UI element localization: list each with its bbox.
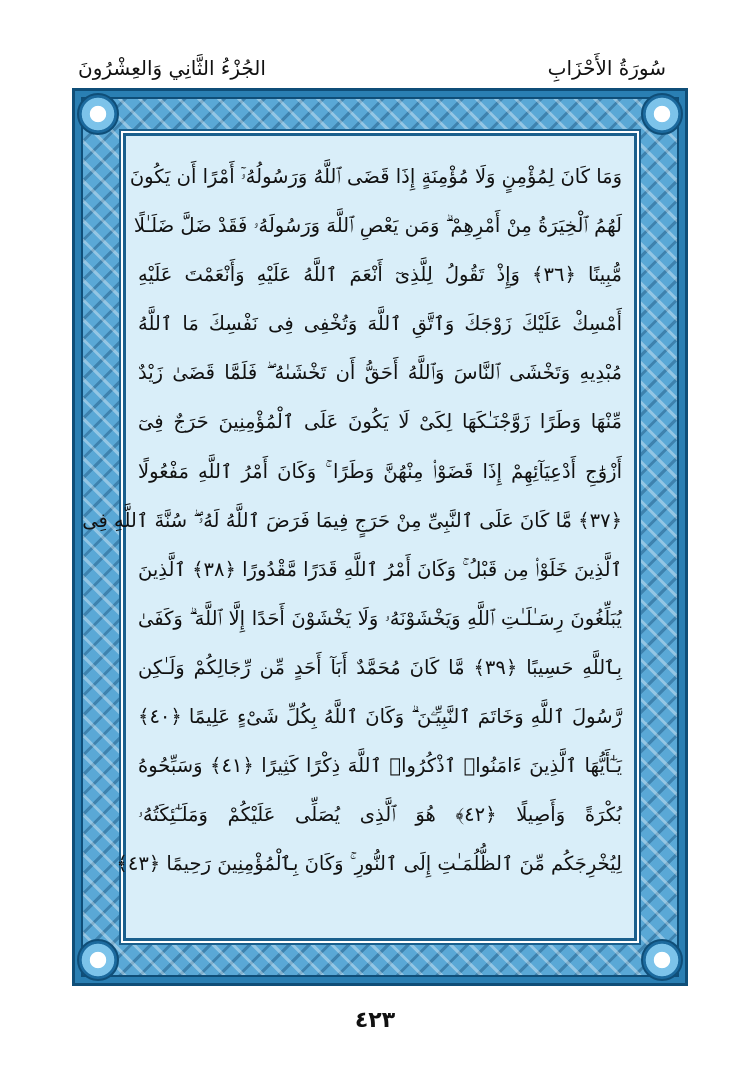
verse-line: ﴿٣٧﴾ مَّا كَانَ عَلَى ٱلنَّبِىِّ مِنْ حَرَجٍ فِيمَا فَرَضَ ٱللَّهُ لَهُۥ ۖ سُنَّةَ ٱللَّهِ فِى xyxy=(82,508,622,532)
verse-line: بِٱللَّهِ حَسِيبًا ﴿٣٩﴾ مَّا كَانَ مُحَمَّدٌ أَبَآ أَحَدٍ مِّن رِّجَالِكُمْ وَلَـٰكِن xyxy=(138,655,623,679)
surah-title: سُورَةُ الأَحْزَابِ xyxy=(547,56,666,80)
juz-title: الجُزْءُ الثَّانِي وَالعِشْرُونَ xyxy=(78,56,266,80)
corner-rosette-icon xyxy=(641,939,683,981)
verse-line: وَمَا كَانَ لِمُؤْمِنٍ وَلَا مُؤْمِنَةٍ إِذَا قَضَى ٱللَّهُ وَرَسُولُهُۥٓ أَمْرًا أَن يَكُونَ xyxy=(129,165,622,188)
verse-line: مُبْدِيهِ وَتَخْشَى ٱلنَّاسَ وَٱللَّهُ أَحَقُّ أَن تَخْشَىٰهُ ۖ فَلَمَّا قَضَىٰ زَيْدٌ xyxy=(138,361,622,385)
decorative-frame xyxy=(72,88,688,986)
verse-line: أَمْسِكْ عَلَيْكَ زَوْجَكَ وَٱتَّقِ ٱللَّهَ وَتُخْفِى فِى نَفْسِكَ مَا ٱللَّهُ xyxy=(138,312,622,336)
verse-line: يَـٰٓأَيُّهَا ٱلَّذِينَ ءَامَنُوا۟ ٱذْكُرُوا۟ ٱللَّهَ ذِكْرًا كَثِيرًا ﴿٤١﴾ وَسَبِّحُوهُ xyxy=(138,754,622,778)
verse-line: لِيُخْرِجَكُم مِّنَ ٱلظُّلُمَـٰتِ إِلَى ٱلنُّورِ ۚ وَكَانَ بِٱلْمُؤْمِنِينَ رَحِيمًا ﴿٤٣﴾ xyxy=(116,852,622,876)
verse-line: مِّنْهَا وَطَرًا زَوَّجْنَـٰكَهَا لِكَىْ لَا يَكُونَ عَلَى ٱلْمُؤْمِنِينَ حَرَجٌ فِىٓ xyxy=(138,410,622,434)
verse-line: مُّبِينًا ﴿٣٦﴾ وَإِذْ تَقُولُ لِلَّذِىٓ أَنْعَمَ ٱللَّهُ عَلَيْهِ وَأَنْعَمْتَ عَلَيْهِ xyxy=(138,263,623,287)
corner-rosette-icon xyxy=(77,93,119,135)
corner-rosette-icon xyxy=(641,93,683,135)
verse-line: يُبَلِّغُونَ رِسَـٰلَـٰتِ ٱللَّهِ وَيَخْشَوْنَهُۥ وَلَا يَخْشَوْنَ أَحَدًا إِلَّا ٱللَّهَ ۗ وَكَفَىٰ xyxy=(138,606,622,630)
verse-line: رَّسُولَ ٱللَّهِ وَخَاتَمَ ٱلنَّبِيِّـۧنَ ۗ وَكَانَ ٱللَّهُ بِكُلِّ شَىْءٍ عَلِيمًا ﴿٤٠﴾ xyxy=(138,705,622,729)
verse-text-panel xyxy=(82,133,637,941)
corner-rosette-icon xyxy=(77,939,119,981)
verse-line: ٱلَّذِينَ خَلَوْا۟ مِن قَبْلُ ۚ وَكَانَ أَمْرُ ٱللَّهِ قَدَرًا مَّقْدُورًا ﴿٣٨﴾ ٱلَّذِينَ xyxy=(138,557,623,581)
verse-line: بُكْرَةً وَأَصِيلًا ﴿٤٢﴾ هُوَ ٱلَّذِى يُصَلِّى عَلَيْكُمْ وَمَلَـٰٓئِكَتُهُۥ xyxy=(138,803,622,827)
verse-line: أَزْوَٰجِ أَدْعِيَآئِهِمْ إِذَا قَضَوْا۟ مِنْهُنَّ وَطَرًا ۚ وَكَانَ أَمْرُ ٱللَّهِ مَفْعُولًا xyxy=(138,459,622,483)
page-header xyxy=(0,0,750,90)
verse-line: لَهُمُ ٱلْخِيَرَةُ مِنْ أَمْرِهِمْ ۗ وَمَن يَعْصِ ٱللَّهَ وَرَسُولَهُۥ فَقَدْ ضَلَّ ضَلَـٰلًا xyxy=(133,214,622,238)
page-number: ٤٢٣ xyxy=(354,1008,396,1033)
